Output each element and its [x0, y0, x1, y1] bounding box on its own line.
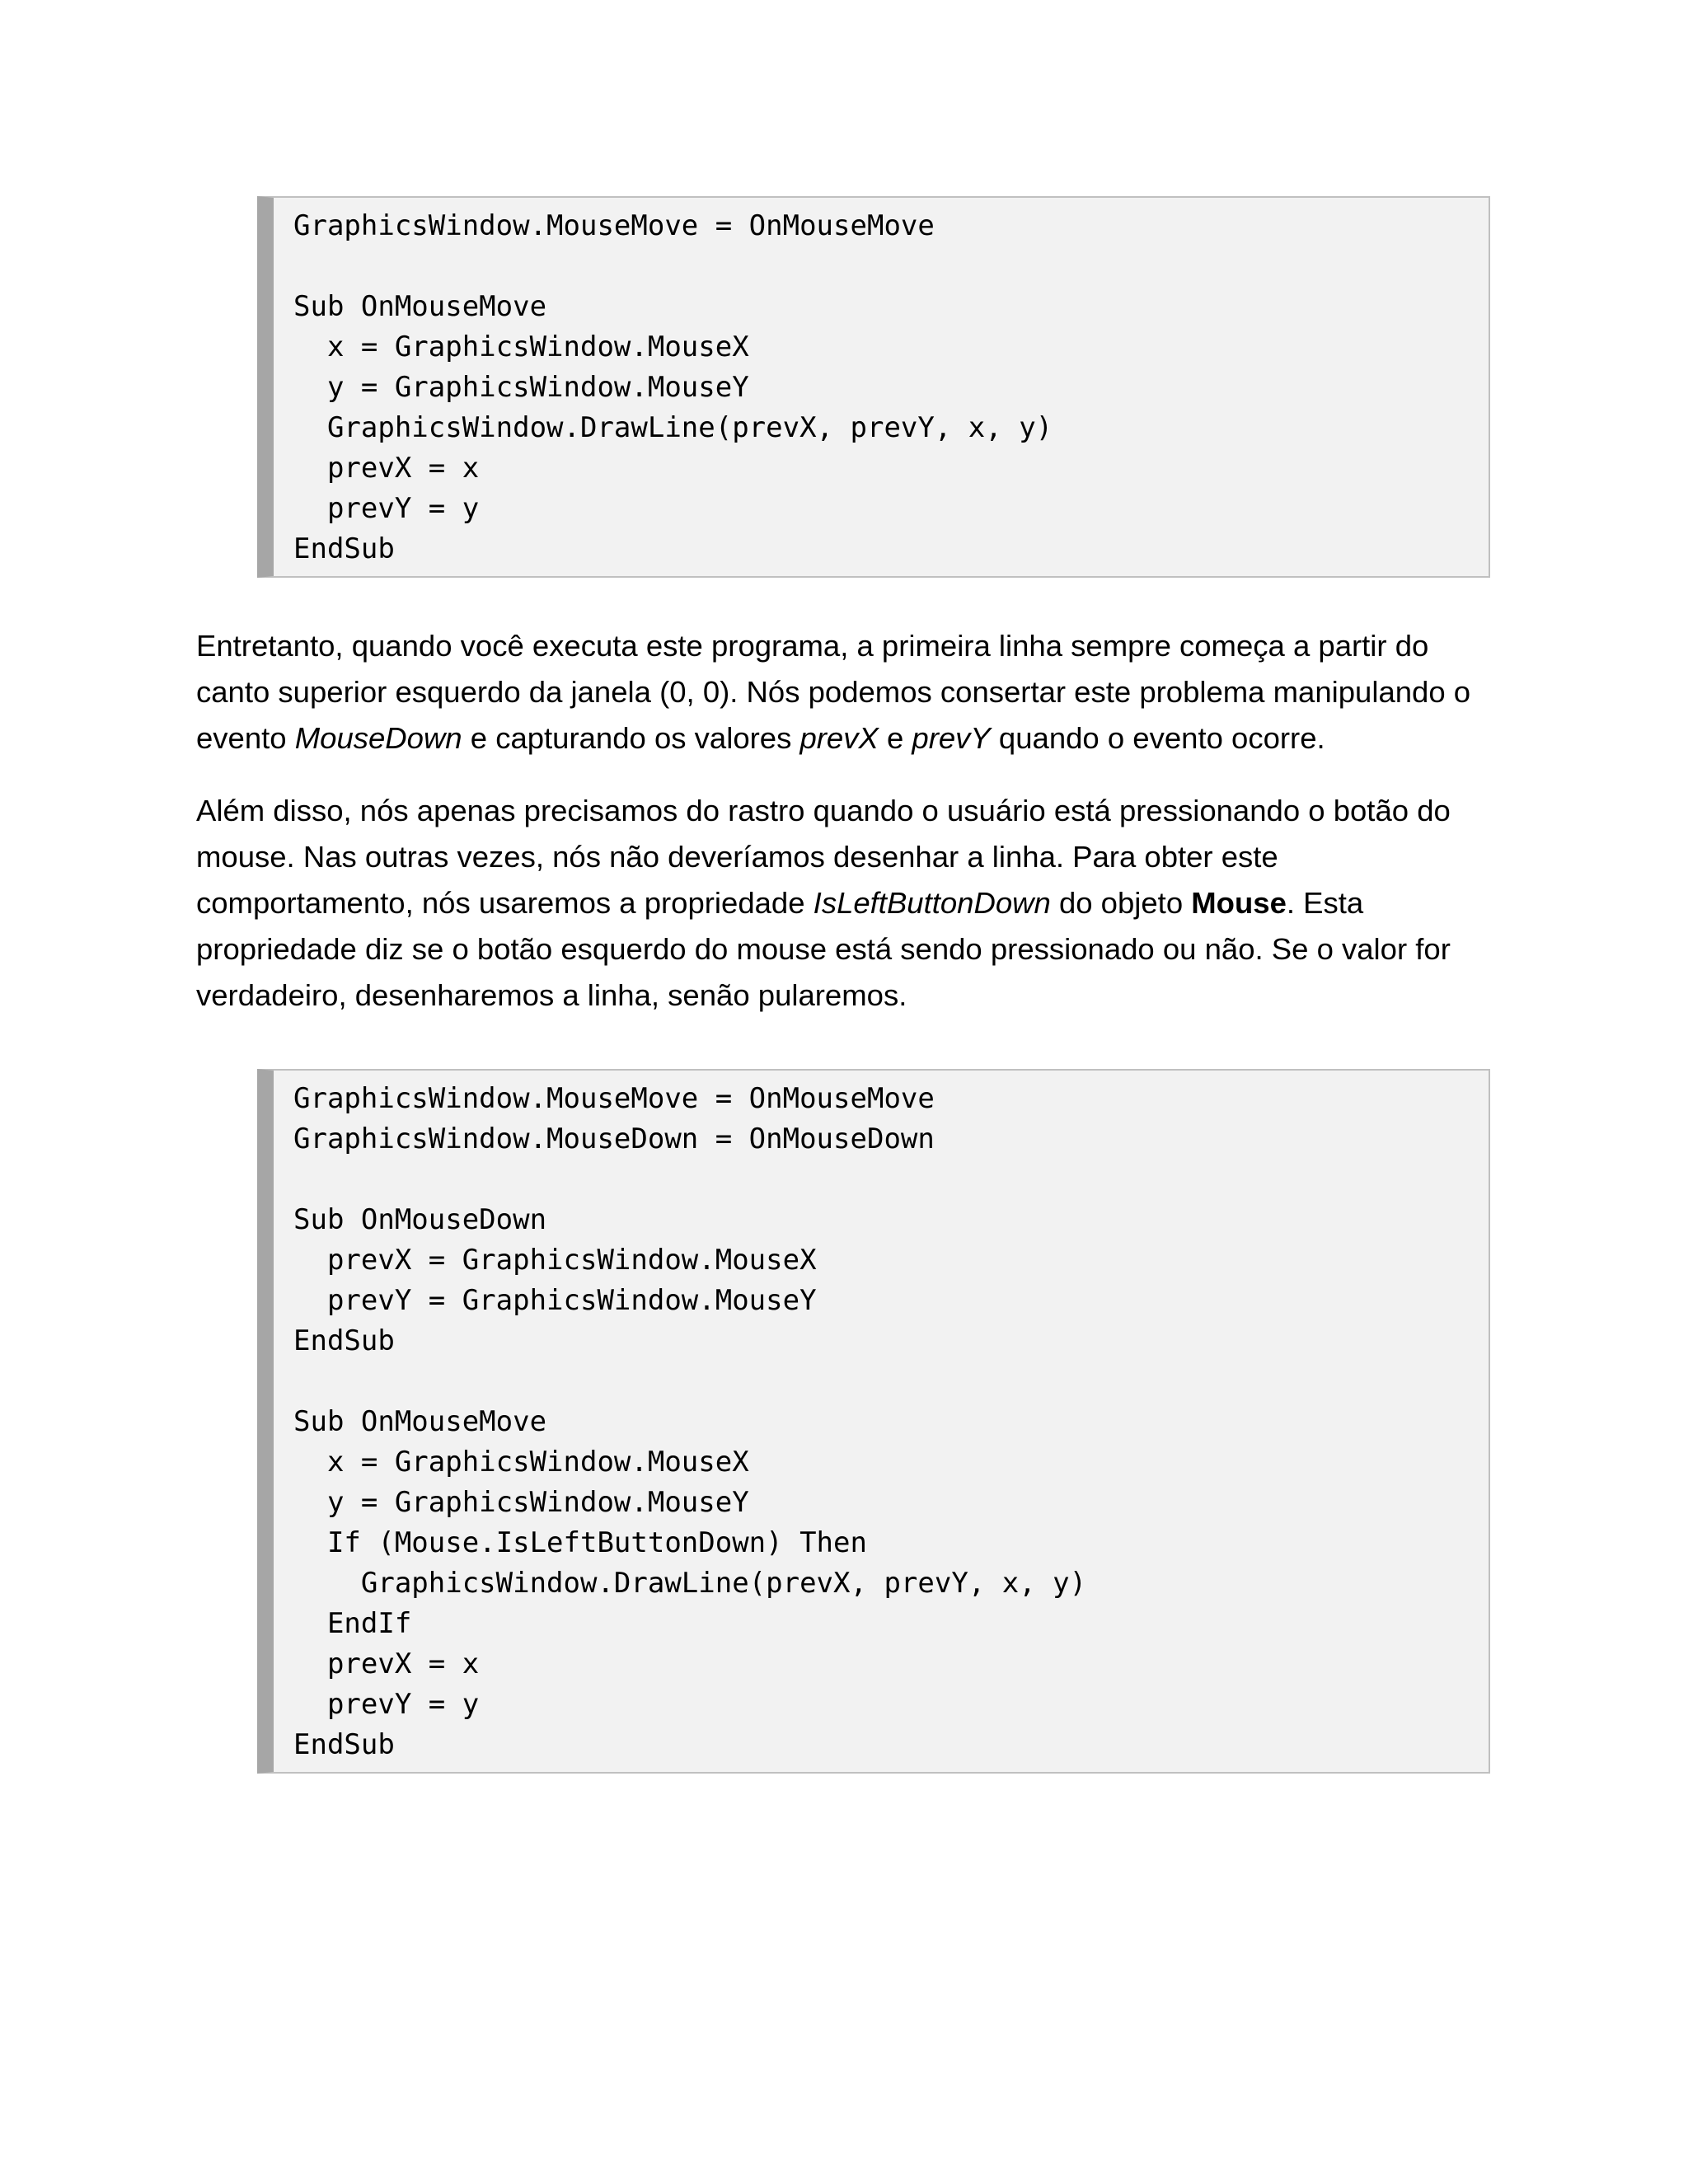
code-line	[293, 1361, 1489, 1402]
code-line: Sub OnMouseDown	[293, 1203, 547, 1236]
paragraph-text: e	[878, 721, 912, 755]
code-line: GraphicsWindow.DrawLine(prevX, prevY, x, y)	[293, 411, 1053, 444]
code-line: EndIf	[293, 1607, 412, 1640]
paragraph-emphasis: IsLeftButtonDown	[813, 886, 1051, 920]
paragraph-mouse-down-explanation	[196, 623, 1498, 762]
paragraph-text: Entretanto, quando você executa este programa, a primeira linha sempre começa a partir do canto superior esquerdo da janela (0, 0). Nós podemos consertar este problema manipulando o evento	[196, 629, 1471, 755]
code-line: prevY = y	[293, 1688, 480, 1721]
paragraph-text: Além disso, nós apenas precisamos do rastro quando o usuário está pressionando o botão do mouse. Nas outras vezes, nós não deveríamos desenhar a linha. Para obter este comportamento, nós usaremos a propriedade	[196, 794, 1451, 920]
code-line: EndSub	[293, 1728, 395, 1761]
code-block-mouse-move	[257, 196, 1490, 578]
paragraph-emphasis: prevY	[912, 721, 991, 755]
paragraph-strong: Mouse	[1191, 886, 1287, 920]
paragraph-emphasis: prevX	[799, 721, 879, 755]
code-line: Sub OnMouseMove	[293, 1405, 547, 1438]
code-line: y = GraphicsWindow.MouseY	[293, 371, 749, 404]
code-line: prevX = GraphicsWindow.MouseX	[293, 1244, 817, 1277]
code-line	[293, 1160, 1489, 1200]
code-line: prevY = y	[293, 492, 480, 525]
code-line: If (Mouse.IsLeftButtonDown) Then	[293, 1526, 867, 1559]
code-line: x = GraphicsWindow.MouseX	[293, 330, 749, 363]
code-line: EndSub	[293, 532, 395, 565]
code-line: prevY = GraphicsWindow.MouseY	[293, 1284, 817, 1317]
paragraph-text: e capturando os valores	[462, 721, 800, 755]
code-line: GraphicsWindow.DrawLine(prevX, prevY, x, y)	[293, 1567, 1087, 1600]
paragraph-emphasis: MouseDown	[294, 721, 462, 755]
paragraph-left-button-explanation	[196, 788, 1498, 1019]
code-line: GraphicsWindow.MouseMove = OnMouseMove	[293, 209, 935, 242]
paragraph-text: do objeto	[1050, 886, 1192, 920]
code-line: EndSub	[293, 1324, 395, 1357]
paragraph-text: quando o evento ocorre.	[990, 721, 1325, 755]
code-line	[293, 246, 1489, 287]
code-line: prevX = x	[293, 1647, 480, 1680]
code-line: GraphicsWindow.MouseMove = OnMouseMove	[293, 1082, 935, 1115]
code-line: y = GraphicsWindow.MouseY	[293, 1486, 749, 1519]
paragraph-text: . Esta propriedade diz se o botão esquerdo do mouse está sendo pressionado ou não. Se o valor for verdadeiro, desenharemos a linha, senão pularemos.	[196, 886, 1451, 1012]
code-line: x = GraphicsWindow.MouseX	[293, 1446, 749, 1479]
code-line: prevX = x	[293, 452, 480, 485]
code-block-mouse-down	[257, 1069, 1490, 1774]
code-line: GraphicsWindow.MouseDown = OnMouseDown	[293, 1122, 935, 1155]
code-line: Sub OnMouseMove	[293, 290, 547, 323]
